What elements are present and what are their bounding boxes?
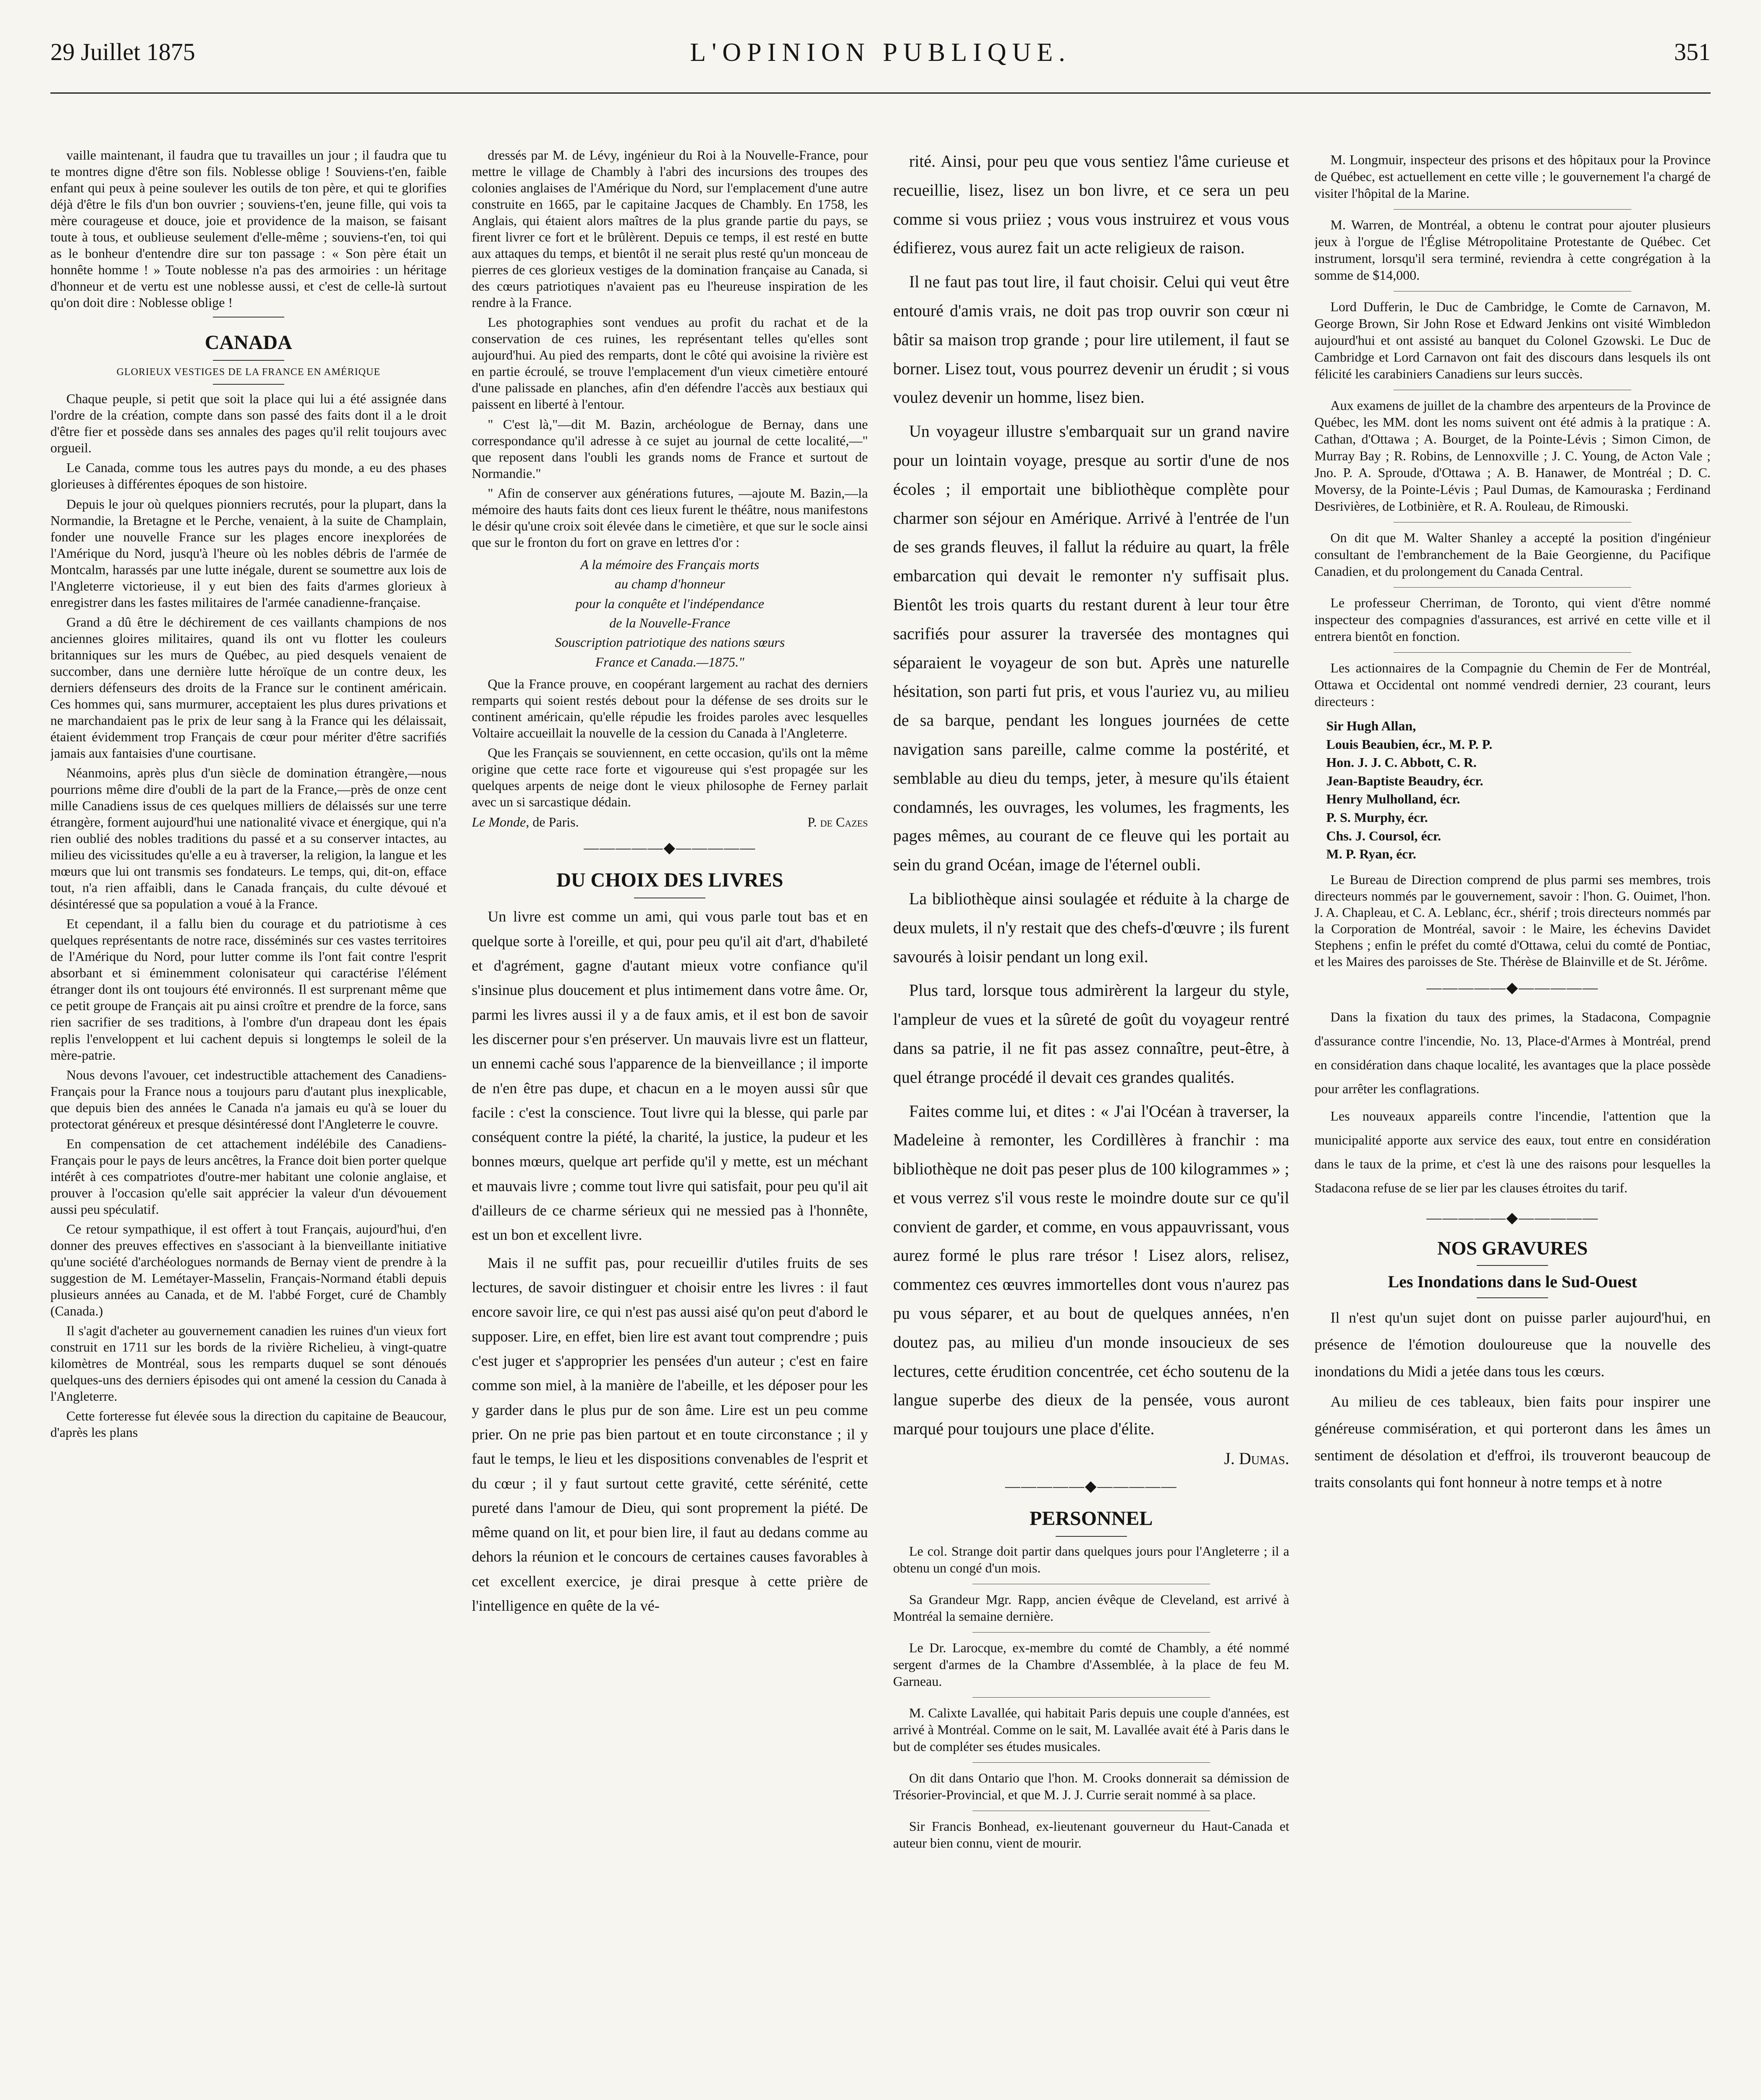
personnel-item (893, 1769, 1289, 1803)
page-header (50, 34, 1711, 84)
title-rule (1477, 1265, 1548, 1266)
news-item (1315, 659, 1711, 710)
personnel-text: On dit dans Ontario que l'hon. M. Crooks donnerait sa démission de Trésorier-Provincial, et que M. J. J. Currie serait nommé à sa place. (893, 1770, 1289, 1803)
news-text: M. Warren, de Montréal, a obtenu le contrat pour ajouter plusieurs jeux à l'orgue de l'Église Métropolitaine Protestante de Québec. Cet instrument, lorsqu'il sera terminé, reviendra à cette congrégation à la somme de $14,000. (1314, 217, 1711, 283)
livres-title: DU CHOIX DES LIVRES (556, 869, 784, 892)
fort-paragraph: Que la France prouve, en coopérant largement au rachat des derniers remparts qui soient restés debout pour la défense de ses droits sur le continent américain, qu'elle répudie les froides paroles avec lesquelles Voltaire accueillait la nouvelle de la cession du Canada à l'Angleterre. (472, 676, 868, 741)
director-name: P. S. Murphy, écr. (1326, 809, 1428, 825)
livres-paragraph: Il ne faut pas tout lire, il faut choisir. Celui qui veut être entouré d'amis vrais, ne doit pas trop ouvrir son cœur ni bâtir sa maison trop grande ; pour lire utilement, il faut se borner. Lisez tout, vous pourrez devenir un érudit ; si vous voulez devenir un homme, lisez bien. (893, 272, 1289, 407)
column-4 (1315, 147, 1711, 2100)
item-separator (1394, 587, 1631, 588)
director-name: Louis Beaubien, écr., M. P. P. (1326, 736, 1493, 752)
canada-paragraph: Cette forteresse fut élevée sous la direction du capitaine de Beaucour, d'après les plans (50, 1408, 447, 1440)
canada-paragraph: Ce retour sympathique, il est offert à tout Français, aujourd'hui, d'en donner des preuves effectives en s'associant à la bienveillante initiative qu'une société d'archéologues normands de Bernay vient de prendre à la suggestion de M. Lemétayer-Masselin, Français-Normand établi depuis plusieurs années au Canada, et de M. l'abbé Forget, curé de Chambly (Canada.) (50, 1221, 447, 1318)
canada-paragraph: Grand a dû être le déchirement de ces vaillants champions de nos anciennes gloires militaires, quand ils ont vu flotter les couleurs britanniques sur les murs de Québec, au pied desquels venaient de succomber, dans une dernière lutte héroïque de un contre deux, les derniers défenseurs des droits de la France sur le continent américain. Ces hommes qui, sans murmurer, acceptaient les plus dures privations et ne marchandaient pas le prix de leur sang à la France qui les délaissait, étaient évidemment trop Français de cœur pour mériter d'être sacrifiés jamais aux fantaisies d'une courtisane. (50, 614, 447, 761)
title-rule (213, 360, 284, 361)
column-3 (893, 147, 1289, 2100)
personnel-text: Sir Francis Bonhead, ex-lieutenant gouverneur du Haut-Canada et auteur bien connu, vient de mourir. (893, 1819, 1289, 1851)
news-text: M. Longmuir, inspecteur des prisons et des hôpitaux pour la Province de Québec, est actuellement en cette ville ; le gouvernement l'a chargé de visiter l'hôpital de la Marine. (1314, 152, 1711, 201)
news-item (1315, 397, 1711, 514)
news-text: Les actionnaires de la Compagnie du Chemin de Fer de Montréal, Ottawa et Occidental ont nommé vendredi dernier, 23 courant, leurs directeurs : (1314, 660, 1711, 709)
inondations-paragraph: Il n'est qu'un sujet dont on puisse parler aujourd'hui, en présence de l'émotion douloureuse que la nouvelle des inondations du Midi a jetée dans tous les cœurs. (1314, 1309, 1711, 1380)
news-item (1315, 151, 1711, 202)
personnel-text: Sa Grandeur Mgr. Rapp, ancien évêque de Cleveland, est arrivé à Montréal la semaine dernière. (893, 1592, 1289, 1624)
source-author: P. de Cazes (807, 814, 868, 830)
fort-paragraph: " Afin de conserver aux générations futures, —ajoute M. Bazin,—la mémoire des hauts faits dont ces lieux furent le théâtre, nous manifestons le désir qu'une croix soit élevée dans le cimetière, et que sur le socle ainsi que sur le fronton du fort on grave en lettres d'or : (472, 485, 868, 550)
personnel-item (893, 1591, 1289, 1625)
columns-container (50, 147, 1711, 2100)
personnel-text: Le col. Strange doit partir dans quelques jours pour l'Angleterre ; il a obtenu un congé d'un mois. (893, 1544, 1289, 1576)
livres-paragraph: rité. Ainsi, pour peu que vous sentiez l'âme curieuse et recueillie, lisez, lisez un bon livre, et ce sera un peu comme si vous priiez ; vous vous instruirez et vous vous édifierez, vous aurez fait un acte religieux de raison. (893, 152, 1289, 257)
section-ornament: —————◆————— (1426, 979, 1599, 996)
column-2 (472, 147, 868, 2100)
source-publication: Le Monde (472, 814, 526, 830)
canada-paragraph: Néanmoins, après plus d'un siècle de domination étrangère,—nous pourrions même dire d'oubli de la part de la France,—près de onze cent mille Canadiens issus de ces quelques milliers de délaissés sur une terre étrangère, forment aujourd'hui une nationalité vivace et énergique, qui n'a rien oublié des nobles traditions du passé et a su conserver intactes, au milieu des vicissitudes qu'elle a eu à traverser, la religion, la langue et les mœurs que lui ont transmis ses fondateurs. Le temps, qui, dit-on, efface tout, n'a rien affaibli, dans le Canada français, du culte dévoué et désintéressé que sa population a voué à la France. (50, 765, 447, 912)
header-rule (50, 92, 1711, 94)
stadacona-paragraph: Les nouveaux appareils contre l'incendie, l'attention que la municipalité apporte aux service des eaux, tout entre en considération dans le taux de la prime, et c'est là une des raisons pour lesquelles la Stadacona refuse de se lier par les clauses étroites du tarif. (1314, 1108, 1711, 1195)
column-1 (50, 147, 447, 2100)
fort-paragraph: " C'est là,"—dit M. Bazin, archéologue de Bernay, dans une correspondance qu'il adresse à ce sujet au journal de cette localité,—" que reposent dans l'oubli les grands noms de France et surtout de Normandie." (472, 416, 868, 481)
canada-title: CANADA (204, 331, 292, 354)
personnel-text: Le Dr. Larocque, ex-membre du comté de Chambly, a été nommé sergent d'armes de la Chambre d'Assemblée, à la place de feu M. Garneau. (893, 1640, 1289, 1689)
page-number: 351 (1674, 38, 1711, 66)
inondations-paragraph: Au milieu de ces tableaux, bien faits pour inspirer une généreuse commisération, et qui porteront dans les âmes un sentiment de désolation et d'effroi, ils trouveront beaucoup de traits consolants qui font honneur à notre temps et à notre (1314, 1393, 1711, 1491)
article-source (472, 814, 868, 830)
source-city: , de Paris. (526, 814, 579, 830)
news-text: Lord Dufferin, le Duc de Cambridge, le Comte de Carnavon, M. George Brown, Sir John Rose et Edward Jenkins ont visité Wimbledon aujourd'hui et ont assisté au banquet du Colonel Gzowski. Le Duc de Cambridge et Lord Carnavon ont fait des discours dans lesquels ils ont félicité les carabiniers Canadiens sur leurs succès. (1314, 299, 1711, 381)
canada-paragraph: Nous devons l'avouer, cet indestructible attachement des Canadiens-Français pour la France nous a toujours paru d'autant plus inexplicable, que depuis bien des années le Canada n'a jamais eu qu'à se louer du protectorat généreux et presque désintéressé dont l'Angleterre le couvre. (50, 1067, 447, 1131)
livres-paragraph: Un livre est comme un ami, qui vous parle tout bas et en quelque sorte à l'oreille, et qui, pour peu qu'il ait d'art, d'habileté et d'agrément, gagne d'autant mieux votre confiance qu'il s'insinue plus doucement et plus intimement dans votre âme. Or, parmi les livres aussi il y a de faux amis, et il est bon de savoir les discerner pour s'en préserver. Un mauvais livre est un flatteur, un ennemi caché sous l'apparence de la bienveillance ; il importe de n'en être pas dupe, et chacun en a le moyen aussi sûr que facile : c'est la conscience. Tout livre qui la blesse, qui parle par conséquent contre la piété, la charité, la justice, la pudeur et les bonnes mœurs, quelque art perfide qu'il y mette, est un méchant et mauvais livre ; comme tout livre qui satisfait, pour peu qu'il ait d'ailleurs de ce charme sérieux qui ne messied pas à l'honnête, est un bon et excellent livre. (472, 908, 868, 1244)
livres-paragraph: Un voyageur illustre s'embarquait sur un grand navire pour un lointain voyage, presque au sortir d'une de nos écoles ; il emportait une bibliothèque complète pour charmer son séjour en Amérique. Arrivé à l'entrée de l'un de ses grands fleuves, il fallut la réduire au quart, la frêle embarcation qui devait le remonter n'y suffisait plus. Bientôt les trois quarts du restant durent à leur tour être sacrifiés pour assurer la traversée des montagnes qui séparaient le voyageur de son but. Après une naturelle hésitation, son parti fut pris, et vous l'auriez vu, au milieu de sa barque, pendant les longues journées de cette navigation sans pareille, calme comme la postérité, et semblable au dieu du temps, jeter, à mesure qu'ils étaient condamnés, les ouvrages, les volumes, les fragments, les pages mêmes, au courant de ce fleuve qui les portait au sein du grand Océan, image de l'éternel oubli. (893, 422, 1289, 874)
canada-paragraph: Le Canada, comme tous les autres pays du monde, a eu des phases glorieuses à différentes époques de son histoire. (50, 460, 447, 492)
inscription-line: pour la conquête et l'indépendance (575, 596, 764, 611)
stadacona-paragraph: Dans la fixation du taux des primes, la Stadacona, Compagnie d'assurance contre l'incendie, No. 13, Place-d'Armes à Montréal, prend en considération dans chaque localité, les avantages que la place possède pour arrêter les conflagrations. (1314, 1009, 1711, 1096)
news-item (1315, 594, 1711, 645)
canada-paragraph: Chaque peuple, si petit que soit la place qui lui a été assignée dans l'ordre de la création, compte dans son passé des faits dont il a le droit d'être fier et possède dans ses annales des pages qu'il relit toujours avec orgueil. (50, 391, 447, 456)
title-rule (1477, 1297, 1548, 1298)
director-name: Hon. J. J. C. Abbott, C. R. (1326, 755, 1477, 770)
signature: J. Dumas. (1224, 1449, 1289, 1468)
inscription-line: France et Canada.—1875." (595, 654, 744, 669)
director-name: Henry Mulholland, écr. (1326, 791, 1460, 807)
publication-title: L'OPINION PUBLIQUE. (690, 38, 1071, 67)
item-separator (972, 1762, 1210, 1763)
inscription-line: A la mémoire des Français morts (580, 556, 760, 572)
item-separator (1394, 209, 1631, 210)
item-separator (1394, 652, 1631, 653)
director-name: M. P. Ryan, écr. (1326, 846, 1416, 862)
noblesse-paragraph: vaille maintenant, il faudra que tu travailles un jour ; il faudra que tu te montres digne d'être son fils. Noblesse oblige ! Souviens-t'en, faible enfant qui peux à peine soulever les outils de ton père, et qui te glorifies déjà d'être le fils d'un bon ouvrier ; souviens-t'en, jeune fille, qui vois ta mère courageuse et douce, joie et providence de la maison, se faisant toute à tous, et oublieuse seulement d'elle-même ; souviens-t'en, toi qui as le bonheur d'entendre dire sur ton passage : « Son père était un honnête homme ! » Toute noblesse n'a pas des armoiries : un héritage d'honneur et de vertu est une noblesse aussi, et c'est de celle-là surtout qu'on doit dire : Noblesse oblige ! (50, 147, 447, 310)
inscription-line: Souscription patriotique des nations sœurs (555, 635, 785, 650)
personnel-title: PERSONNEL (1030, 1507, 1153, 1530)
news-text: Aux examens de juillet de la chambre des arpenteurs de la Province de Québec, les MM. dont les noms suivent ont été admis à la pratique : A. Cathan, d'Ottawa ; A. Bourget, de la Pointe-Lévis ; Simon Cimon, de Murray Bay ; R. Robins, de Lennoxville ; J. C. Young, de Acton Vale ; Jno. P. A. Sproude, d'Ottawa ; A. B. Hanawer, de Montréal ; D. C. Moversy, de la Pointe-Lévis ; Paul Dumas, de Kamouraska ; Ferdinand Desrivières, de Lotbinière, et R. A. Rouleau, de Rimouski. (1314, 398, 1711, 514)
livres-paragraph: La bibliothèque ainsi soulagée et réduite à la charge de deux mulets, il n'y restait que des chefs-d'œuvre ; ils furent savourés à loisir pendant un long exil. (893, 889, 1289, 966)
canada-subtitle: GLORIEUX VESTIGES DE LA FRANCE EN AMÉRIQUE (116, 367, 380, 378)
news-item (1315, 298, 1711, 382)
personnel-item (893, 1818, 1289, 1851)
section-rule (213, 317, 284, 318)
personnel-item (893, 1704, 1289, 1755)
section-ornament: —————◆————— (1005, 1478, 1177, 1495)
item-separator (972, 1697, 1210, 1698)
section-ornament: —————◆————— (1426, 1209, 1599, 1226)
personnel-item (893, 1639, 1289, 1690)
gravures-title: NOS GRAVURES (1437, 1237, 1588, 1259)
personnel-text: M. Calixte Lavallée, qui habitait Paris depuis une couple d'années, est arrivé à Montréal. Comme on le sait, M. Lavallée avait été à Paris dans le but de compléter ses études musicales. (893, 1705, 1289, 1754)
canada-paragraph: Depuis le jour où quelques pionniers recrutés, pour la plupart, dans la Normandie, la Bretagne et le Perche, venaient, à la suite de Champlain, fonder une nouvelle France sur les plages encore inexplorées de l'Amérique du Nord, jusqu'à l'heure où les nobles débris de l'armée de Montcalm, harassés par une lutte inégale, durent se soumettre aux lois de l'Angleterre victorieuse, il y eut bien des faits d'armes glorieux à enregistrer dans les fastes militaires de l'armée canadienne-française. (50, 496, 447, 610)
inscription-line: de la Nouvelle-France (609, 615, 731, 630)
bureau-paragraph: Le Bureau de Direction comprend de plus parmi ses membres, trois directeurs nommés par le gouvernement, savoir : l'hon. G. Ouimet, l'hon. J. A. Chapleau, et C. A. Leblanc, écr., shérif ; trois directeurs nommés par la Corporation de Montréal, savoir : le Maire, les échevins Davidet Stephens ; enfin le préfet du comté d'Ottawa, celui du comté de Pontiac, et les Maires des paroisses de Ste. Thérèse de Blainville et de St. Jérôme. (1314, 872, 1711, 969)
livres-paragraph: Plus tard, lorsque tous admirèrent la largeur du style, l'ampleur de vues et la sûreté de goût du voyageur rentré dans sa patrie, il ne fit pas assez connaître, peut-être, à quel étrange procédé il devait ces grandes qualités. (893, 981, 1289, 1087)
canada-paragraph: Il s'agit d'acheter au gouvernement canadien les ruines d'un vieux fort construit en 1711 sur les bords de la rivière Richelieu, à vingt-quatre kilomètres de Montréal, sous les remparts duquel se sont dénoués quelques-uns des derniers épisodes qui ont amené la cession du Canada à l'Angleterre. (50, 1323, 447, 1404)
header-date: 29 Juillet 1875 (50, 38, 195, 66)
title-rule (1056, 1536, 1127, 1537)
canada-paragraph: Et cependant, il a fallu bien du courage et du patriotisme à ces quelques représentants de notre race, disséminés sur ces vastes territoires de l'Amérique du Nord, pour lutter comme ils l'ont fait contre l'esprit absorbant et si éminemment colonisateur qui caractérise l'élément étranger dont ils ont toujours été environnés. Il est surprenant même que ce petit groupe de Français ait pu ainsi croître et prendre de la force, sans rien sacrifier de ses traditions, à l'ombre d'un drapeau dont les épais replis l'enveloppent et lui cachent depuis si longtemps le soleil de la mère-patrie. (50, 916, 447, 1063)
personnel-item (893, 1543, 1289, 1576)
item-separator (972, 1632, 1210, 1633)
canada-paragraph: En compensation de cet attachement indélébile des Canadiens-Français pour le pays de leurs ancêtres, la France doit bien porter quelque intérêt à ces compatriotes d'outre-mer habitant une colonie anglaise, et prouver à l'occasion qu'elle sait apprécier la valeur d'un dévouement aussi peu spéculatif. (50, 1136, 447, 1217)
section-ornament: —————◆————— (584, 839, 756, 856)
news-item (1315, 529, 1711, 580)
inscription (472, 555, 868, 672)
inscription-line: au champ d'honneur (614, 576, 725, 592)
directors-list (1326, 717, 1711, 863)
livres-paragraph: Faites comme lui, et dites : « J'ai l'Océan à traverser, la Madeleine à remonter, les Cordillères à franchir : ma bibliothèque ne doit pas peser plus de 100 kilogrammes » ; et vous verrez s'il vous reste le moindre doute sur ce qu'il convient de garder, et comme, en vous appauvrissant, vous aurez formé le plus rare trésor ! Lisez alors, relisez, commentez ces œuvres immortelles dont vous n'aurez pas pu vous séparer, et au bout de quelques années, n'en doutez pas, au milieu d'un monde insoucieux de ses lectures, cette érudition concentrée, cet écho soutenu de la langue superbe des dieux de la pensée, vous auront marqué pour toujours une place d'élite. (893, 1101, 1289, 1438)
fort-paragraph: Que les Français se souviennent, en cette occasion, qu'ils ont la même origine que cette race forte et vigoureuse qui s'est propagée sur les quelques arpents de neige dont le vieux philosophe de Ferney parlait avec un si sarcastique dédain. (472, 745, 868, 810)
news-text: Le professeur Cherriman, de Toronto, qui vient d'être nommé inspecteur des compagnies d'assurances, est arrivé en cette ville et il entrera bientôt en fonction. (1314, 595, 1711, 644)
inondations-title: Les Inondations dans le Sud-Ouest (1388, 1272, 1638, 1291)
news-item (1315, 216, 1711, 284)
director-name: Chs. J. Coursol, écr. (1326, 828, 1441, 843)
subtitle-rule (213, 384, 284, 385)
director-name: Sir Hugh Allan, (1326, 718, 1416, 733)
fort-paragraph: dressés par M. de Lévy, ingénieur du Roi à la Nouvelle-France, pour mettre le village de Chambly à l'abri des incursions des troupes des colonies anglaises de l'Amérique du Nord, sur l'emplacement d'une autre construite en 1665, par le capitaine Jacques de Chambly. En 1758, les Anglais, qui étaient alors maîtres de la plus grande partie du pays, se firent livrer ce fort et le brûlèrent. Depuis ce temps, il est resté en butte aux attaques du temps, et bientôt il ne serait plus resté qu'un monceau de pierres de ces glorieux vestiges de la domination française au Canada, si des cœurs patriotiques n'avaient pas eu l'heureuse inspiration de les rendre à la France. (472, 147, 868, 310)
news-text: On dit que M. Walter Shanley a accepté la position d'ingénieur consultant de l'embranchement de la Baie Georgienne, du Pacifique Canadien, et du prolongement du Canada Central. (1314, 530, 1711, 579)
fort-paragraph: Les photographies sont vendues au profit du rachat et de la conservation de ces ruines, les représentant telles qu'elles sont aujourd'hui. Au pied des remparts, dont le côté qui avoisine la rivière est en partie écroulé, se trouve l'emplacement d'un vieux cimetière entouré d'une palissade en planches, afin d'en défendre l'accès aux bestiaux qui paissent en liberté à l'entour. (472, 315, 868, 412)
director-name: Jean-Baptiste Beaudry, écr. (1326, 773, 1483, 788)
livres-paragraph: Mais il ne suffit pas, pour recueillir d'utiles fruits de ses lectures, de savoir distinguer et choisir entre les livres : il faut encore savoir lire, ce qui n'est pas aussi aisé qu'on peut d'abord le supposer. Lire, en effet, bien lire est avant tout comprendre ; puis c'est juger et s'approprier les pensées d'un auteur ; c'est en faire comme son miel, à la manière de l'abeille, et les déposer pour les y garder dans le plus pur de son âme. Lire est un peu comme prier. On ne prie pas bien partout et en toute circonstance ; il y faut le temps, le lieu et les dispositions convenables de l'esprit et du cœur ; il y faut surtout cette gravité, cette sérénité, cette pureté dans l'amour de Dieu, qui sont proprement la piété. De même quand on lit, et pour bien lire, il faut au dedans comme au dehors la réunion et le concours de certaines causes favorables à cet excellent exercice, je dirai presque à cette prière de l'intelligence en quête de la vé- (472, 1254, 868, 1614)
